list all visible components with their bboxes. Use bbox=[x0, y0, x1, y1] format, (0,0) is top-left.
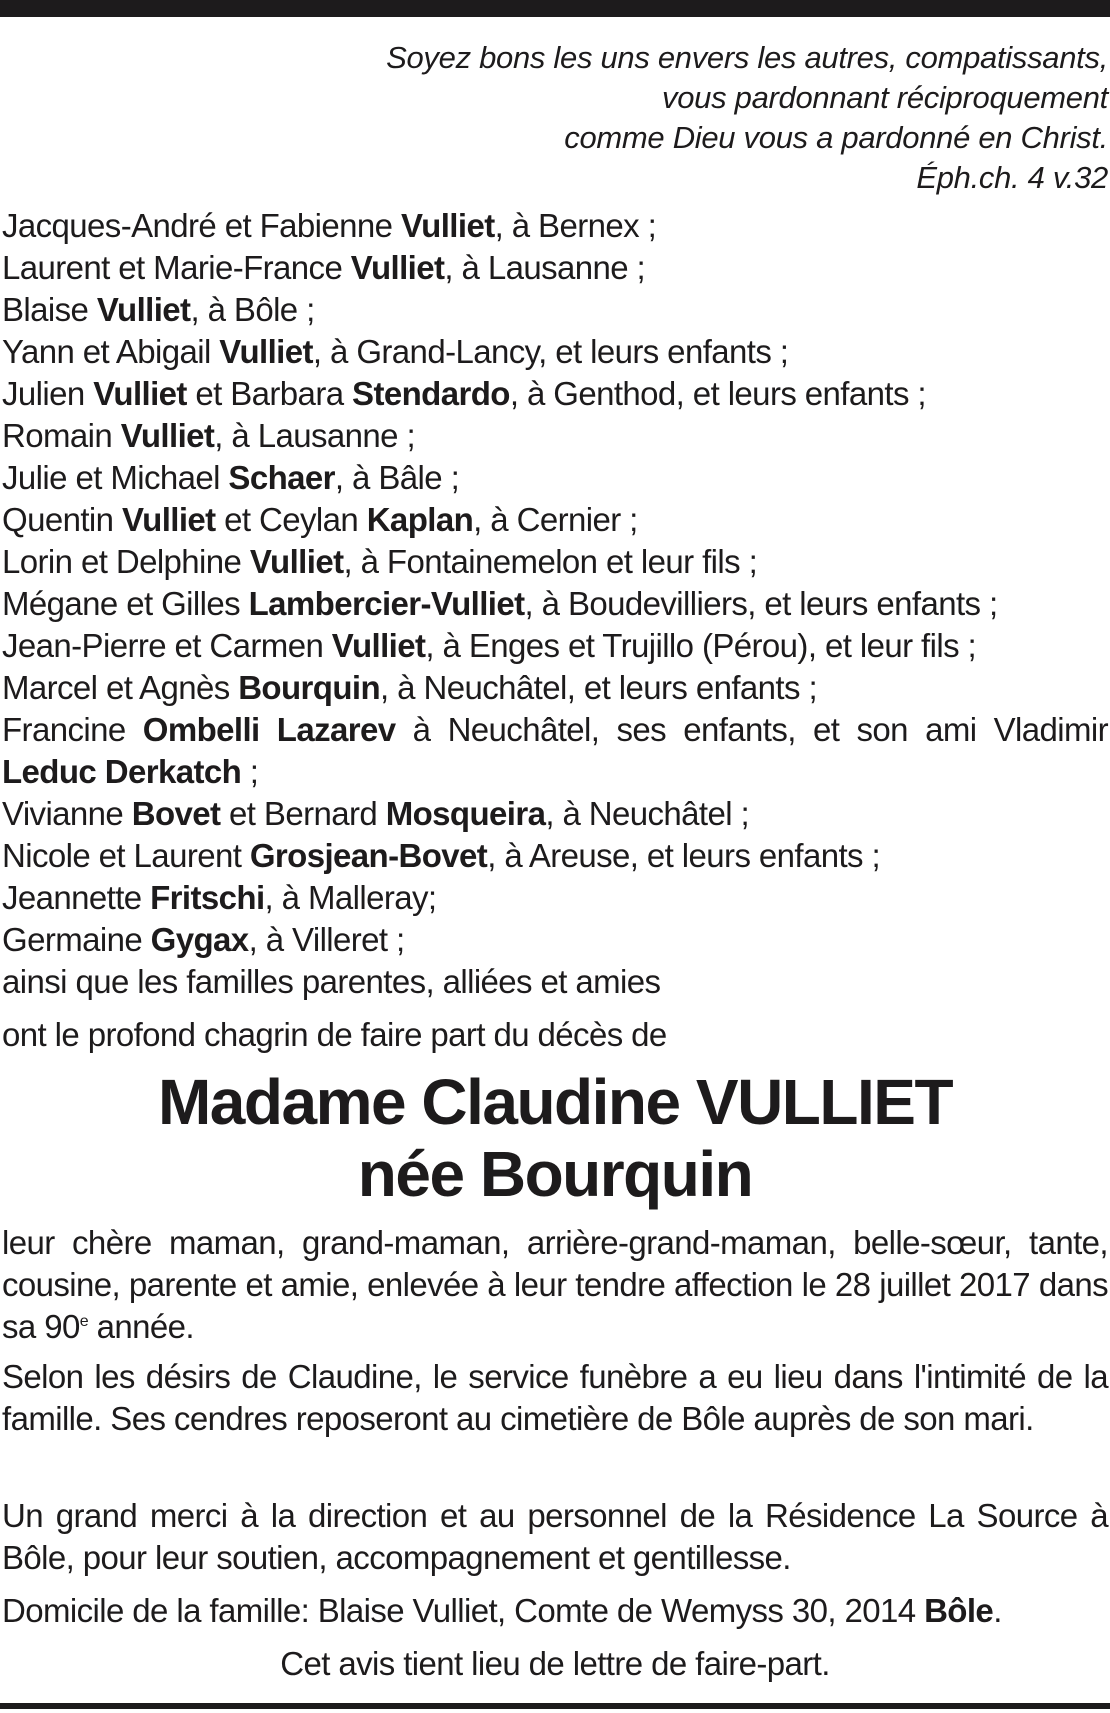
closing-note: Cet avis tient lieu de lettre de faire-part. bbox=[280, 1645, 830, 1682]
deceased-name-block bbox=[0, 1066, 1110, 1210]
bible-verse bbox=[386, 38, 1108, 198]
family-entry: Blaise Vulliet, à Bôle ; bbox=[2, 291, 315, 328]
family-entry: Mégane et Gilles Lambercier-Vulliet, à Boudevilliers, et leurs enfants ; bbox=[2, 585, 998, 622]
family-entry: Lorin et Delphine Vulliet, à Fontainemelon et leur fils ; bbox=[2, 543, 758, 580]
family-entry: Jeannette Fritschi, à Malleray; bbox=[2, 879, 437, 916]
family-entry: ainsi que les familles parentes, alliées et amies bbox=[2, 963, 661, 1000]
family-entry: Julie et Michael Schaer, à Bâle ; bbox=[2, 459, 460, 496]
verse-line: comme Dieu vous a pardonné en Christ. bbox=[564, 120, 1108, 155]
bottom-rule bbox=[0, 1703, 1110, 1709]
family-entry: Laurent et Marie-France Vulliet, à Lausanne ; bbox=[2, 249, 646, 286]
family-entry: Germaine Gygax, à Villeret ; bbox=[2, 921, 405, 958]
verse-line: Soyez bons les uns envers les autres, compatissants, bbox=[386, 40, 1108, 75]
family-entry: Romain Vulliet, à Lausanne ; bbox=[2, 417, 416, 454]
family-entry: Vivianne Bovet et Bernard Mosqueira, à Neuchâtel ; bbox=[2, 795, 750, 832]
maiden-name: née Bourquin bbox=[357, 1138, 753, 1210]
verse-reference: Éph.ch. 4 v.32 bbox=[916, 160, 1108, 195]
family-entry: Julien Vulliet et Barbara Stendardo, à Genthod, et leurs enfants ; bbox=[2, 375, 926, 412]
family-entry: Jean-Pierre et Carmen Vulliet, à Enges et Trujillo (Pérou), et leur fils ; bbox=[2, 627, 977, 664]
family-list bbox=[2, 205, 1108, 1003]
family-entry: Marcel et Agnès Bourquin, à Neuchâtel, et leurs enfants ; bbox=[2, 669, 818, 706]
deceased-name: Madame Claudine VULLIET bbox=[157, 1066, 953, 1138]
family-entry: Yann et Abigail Vulliet, à Grand-Lancy, et leurs enfants ; bbox=[2, 333, 789, 370]
domicile-line: Domicile de la famille: Blaise Vulliet, Comte de Wemyss 30, 2014 Bôle. bbox=[2, 1592, 1002, 1629]
service-paragraph: Selon les désirs de Claudine, le service funèbre a eu lieu dans l'intimité de la famille. Ses cendres reposeront au cimetière de Bôle auprès de son mari. bbox=[2, 1358, 1108, 1437]
announcement-intro: ont le profond chagrin de faire part du décès de bbox=[2, 1016, 667, 1053]
family-entry: Jacques-André et Fabienne Vulliet, à Bernex ; bbox=[2, 207, 657, 244]
family-entry: Nicole et Laurent Grosjean-Bovet, à Areuse, et leurs enfants ; bbox=[2, 837, 881, 874]
top-rule bbox=[0, 0, 1110, 17]
thanks-paragraph: Un grand merci à la direction et au personnel de la Résidence La Source à Bôle, pour leur soutien, accompagnement et gentillesse. bbox=[2, 1497, 1108, 1576]
relationship-paragraph: leur chère maman, grand-maman, arrière-grand-maman, belle-sœur, tante, cousine, parente et amie, enlevée à leur tendre affection le 28 juillet 2017 dans sa 90e année. bbox=[2, 1224, 1108, 1345]
verse-line: vous pardonnant réciproquement bbox=[662, 80, 1108, 115]
family-entry: Francine Ombelli Lazarev à Neuchâtel, ses enfants, et son ami Vladimir Leduc Derkatch ; bbox=[2, 711, 1108, 790]
family-entry: Quentin Vulliet et Ceylan Kaplan, à Cernier ; bbox=[2, 501, 638, 538]
